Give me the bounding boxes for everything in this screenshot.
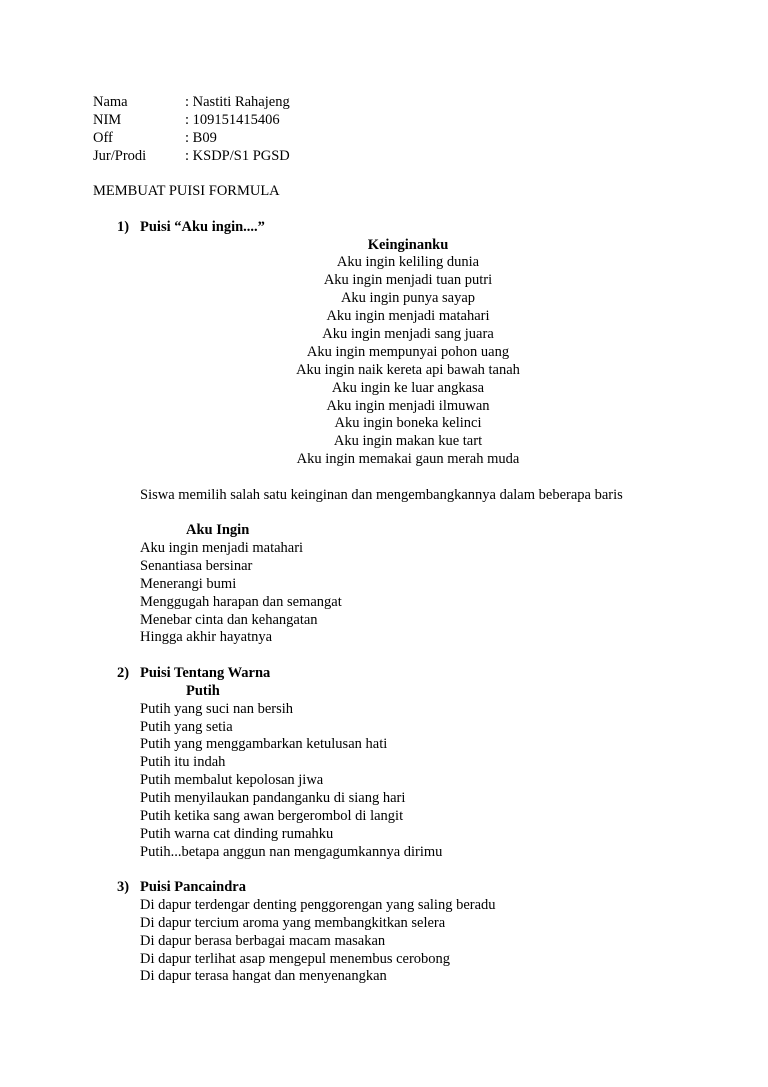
poem-line: Putih yang setia <box>140 719 233 735</box>
header-label: Nama <box>93 94 128 110</box>
poem-line: Aku ingin boneka kelinci <box>334 415 482 431</box>
section1-sub-title: Aku Ingin <box>186 522 250 538</box>
poem-line: Putih yang menggambarkan ketulusan hati <box>140 736 388 752</box>
header-row-nim <box>0 111 768 129</box>
poem-line: Di dapur tercium aroma yang membangkitkan selera <box>140 915 446 931</box>
poem-line: Aku ingin ke luar angkasa <box>331 380 485 396</box>
poem-line: Di dapur terdengar denting penggorengan yang saling beradu <box>140 897 496 913</box>
poem-line: Aku ingin menjadi sang juara <box>322 326 494 342</box>
document-title: MEMBUAT PUISI FORMULA <box>93 183 280 199</box>
poem-line: Di dapur terlihat asap mengepul menembus cerobong <box>140 951 451 967</box>
poem-line: Putih menyilaukan pandanganku di siang hari <box>140 790 406 806</box>
section1-number: 1) <box>117 219 130 235</box>
header-row-nama <box>0 93 768 111</box>
header-label: NIM <box>93 112 122 128</box>
poem-line: Aku ingin menjadi matahari <box>140 540 304 556</box>
poem-line: Menebar cinta dan kehangatan <box>140 612 318 628</box>
poem-line: Aku ingin makan kue tart <box>333 433 483 449</box>
header-value: : 109151415406 <box>185 112 280 128</box>
poem-line: Putih warna cat dinding rumahku <box>140 826 334 842</box>
section3-heading: Puisi Pancaindra <box>140 879 246 895</box>
poem-line: Putih ketika sang awan bergerombol di langit <box>140 808 404 824</box>
header-value: : KSDP/S1 PGSD <box>185 148 290 164</box>
poem-line: Putih membalut kepolosan jiwa <box>140 772 324 788</box>
poem-line: Senantiasa bersinar <box>140 558 253 574</box>
section2-heading: Puisi Tentang Warna <box>140 665 271 681</box>
section2-poem-title: Putih <box>186 683 220 699</box>
poem-line: Di dapur berasa berbagai macam masakan <box>140 933 386 949</box>
section1-instruction: Siswa memilih salah satu keinginan dan mengembangkannya dalam beberapa baris <box>140 487 623 503</box>
poem-line: Aku ingin menjadi tuan putri <box>323 272 493 288</box>
poem-line: Aku ingin keliling dunia <box>336 254 480 270</box>
header-value: : Nastiti Rahajeng <box>185 94 290 110</box>
poem-line: Menggugah harapan dan semangat <box>140 594 342 610</box>
poem-line: Aku ingin naik kereta api bawah tanah <box>296 362 520 378</box>
poem-line: Aku ingin punya sayap <box>340 290 476 306</box>
poem-line: Aku ingin memakai gaun merah muda <box>296 451 520 467</box>
poem-line: Aku ingin mempunyai pohon uang <box>306 344 510 360</box>
header-value: : B09 <box>185 130 217 146</box>
poem-line: Putih itu indah <box>140 754 226 770</box>
poem-line: Menerangi bumi <box>140 576 237 592</box>
poem-line: Di dapur terasa hangat dan menyenangkan <box>140 968 387 984</box>
section1-poem-title: Keinginanku <box>367 237 449 253</box>
section3-number: 3) <box>117 879 130 895</box>
header-label: Jur/Prodi <box>93 148 147 164</box>
poem-line: Hingga akhir hayatnya <box>140 629 273 645</box>
poem-line: Putih yang suci nan bersih <box>140 701 294 717</box>
section2-number: 2) <box>117 665 130 681</box>
header-row-jurprodi <box>0 147 768 165</box>
header-row-off <box>0 129 768 147</box>
header-label: Off <box>93 130 113 146</box>
poem-line: Putih...betapa anggun nan mengagumkannya dirimu <box>140 844 443 860</box>
poem-line: Aku ingin menjadi ilmuwan <box>326 398 490 414</box>
section1-heading: Puisi “Aku ingin....” <box>140 219 265 235</box>
poem-line: Aku ingin menjadi matahari <box>326 308 490 324</box>
